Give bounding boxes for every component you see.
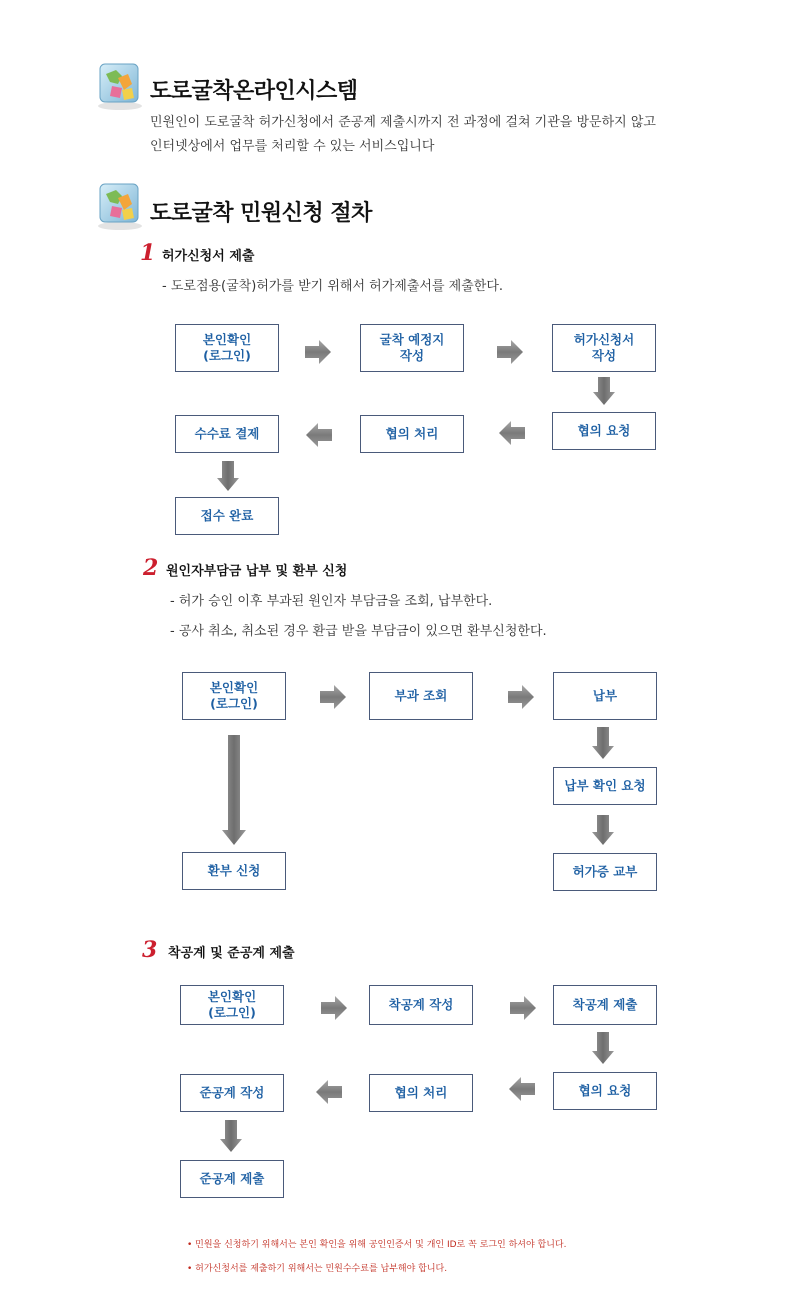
flow-box-finish-submit: 준공계 제출 — [180, 1160, 284, 1198]
login-notice: • 민원을 신청하기 위해서는 본인 확인을 위해 공인인증서 및 개인 ID로 꼭 로그인 하셔야 합니다. — [187, 1237, 567, 1250]
arrow-down-icon — [592, 727, 614, 759]
flow-box-start-write: 착공계 작성 — [369, 985, 473, 1025]
arrow-right-icon — [320, 685, 346, 709]
flow-box-login — [180, 985, 284, 1025]
step-title: 착공계 및 준공계 제출 — [168, 946, 295, 961]
box-label: 굴착 예정지 — [379, 332, 445, 347]
system-title: 도로굴착온라인시스템 — [150, 79, 358, 104]
step-title: 허가신청서 제출 — [162, 249, 255, 264]
box-label: 본인확인 — [209, 680, 259, 695]
arrow-right-icon — [497, 340, 523, 364]
box-label: (로그인) — [208, 1005, 256, 1020]
arrow-right-icon — [510, 996, 536, 1020]
box-label: (로그인) — [203, 348, 251, 363]
flow-box-consult-request: 협의 요청 — [553, 1072, 657, 1110]
box-label: 작성 — [591, 348, 617, 363]
arrow-left-icon — [499, 421, 525, 445]
flow-box-refund: 환부 신청 — [182, 852, 286, 890]
arrow-right-icon — [305, 340, 331, 364]
arrow-right-icon — [321, 996, 347, 1020]
flow-box-site — [360, 324, 464, 372]
box-label: 본인확인 — [202, 332, 252, 347]
flow-box-finish-write: 준공계 작성 — [180, 1074, 284, 1112]
flow-box-confirm: 납부 확인 요청 — [553, 767, 657, 805]
step-number: 1 — [140, 240, 156, 266]
flow-box-consult-process: 협의 처리 — [360, 415, 464, 453]
arrow-down-icon — [220, 1120, 242, 1152]
arrow-down-icon — [592, 815, 614, 845]
arrow-down-icon — [592, 1032, 614, 1064]
flow-box-cert: 허가증 교부 — [553, 853, 657, 891]
flow-box-consult-request: 협의 요청 — [552, 412, 656, 450]
flow-box-lookup: 부과 조회 — [369, 672, 473, 720]
procedure-title: 도로굴착 민원신청 절차 — [150, 201, 372, 226]
arrow-right-icon — [508, 685, 534, 709]
step-number: 3 — [142, 937, 158, 963]
arrow-down-icon — [222, 735, 246, 845]
fee-notice: • 허가신청서를 제출하기 위해서는 민원수수료를 납부해야 합니다. — [187, 1261, 447, 1274]
step-number: 2 — [143, 555, 159, 581]
flow-box-consult-process: 협의 처리 — [369, 1074, 473, 1112]
flow-box-start-submit: 착공계 제출 — [553, 985, 657, 1025]
arrow-left-icon — [316, 1080, 342, 1104]
flow-box-pay: 납부 — [553, 672, 657, 720]
arrow-down-icon — [593, 377, 615, 405]
system-desc-line2: 인터넷상에서 업무를 처리할 수 있는 서비스입니다 — [150, 139, 435, 154]
box-label: 본인확인 — [207, 989, 257, 1004]
arrow-down-icon — [217, 461, 239, 491]
flow-box-login — [175, 324, 279, 372]
box-label: 작성 — [399, 348, 425, 363]
system-desc-line1: 민원인이 도로굴착 허가신청에서 준공계 제출시까지 전 과정에 걸쳐 기관을 방문하지 않고 — [150, 115, 656, 130]
flow-box-done: 접수 완료 — [175, 497, 279, 535]
flow-box-fee: 수수료 결제 — [175, 415, 279, 453]
flow-box-apply — [552, 324, 656, 372]
arrow-left-icon — [306, 423, 332, 447]
step-title: 원인자부담금 납부 및 환부 신청 — [166, 564, 348, 579]
cube-map-icon — [92, 180, 140, 228]
box-label: (로그인) — [210, 696, 258, 711]
step-bullet: - 허가 승인 이후 부과된 원인자 부담금을 조회, 납부한다. — [170, 594, 493, 609]
box-label: 허가신청서 — [573, 332, 635, 347]
cube-map-icon — [92, 60, 140, 108]
arrow-left-icon — [509, 1077, 535, 1101]
step-bullet: - 도로점용(굴착)허가를 받기 위해서 허가제출서를 제출한다. — [162, 279, 504, 294]
step-bullet: - 공사 취소, 취소된 경우 환급 받을 부담금이 있으면 환부신청한다. — [170, 624, 547, 639]
flow-box-login — [182, 672, 286, 720]
